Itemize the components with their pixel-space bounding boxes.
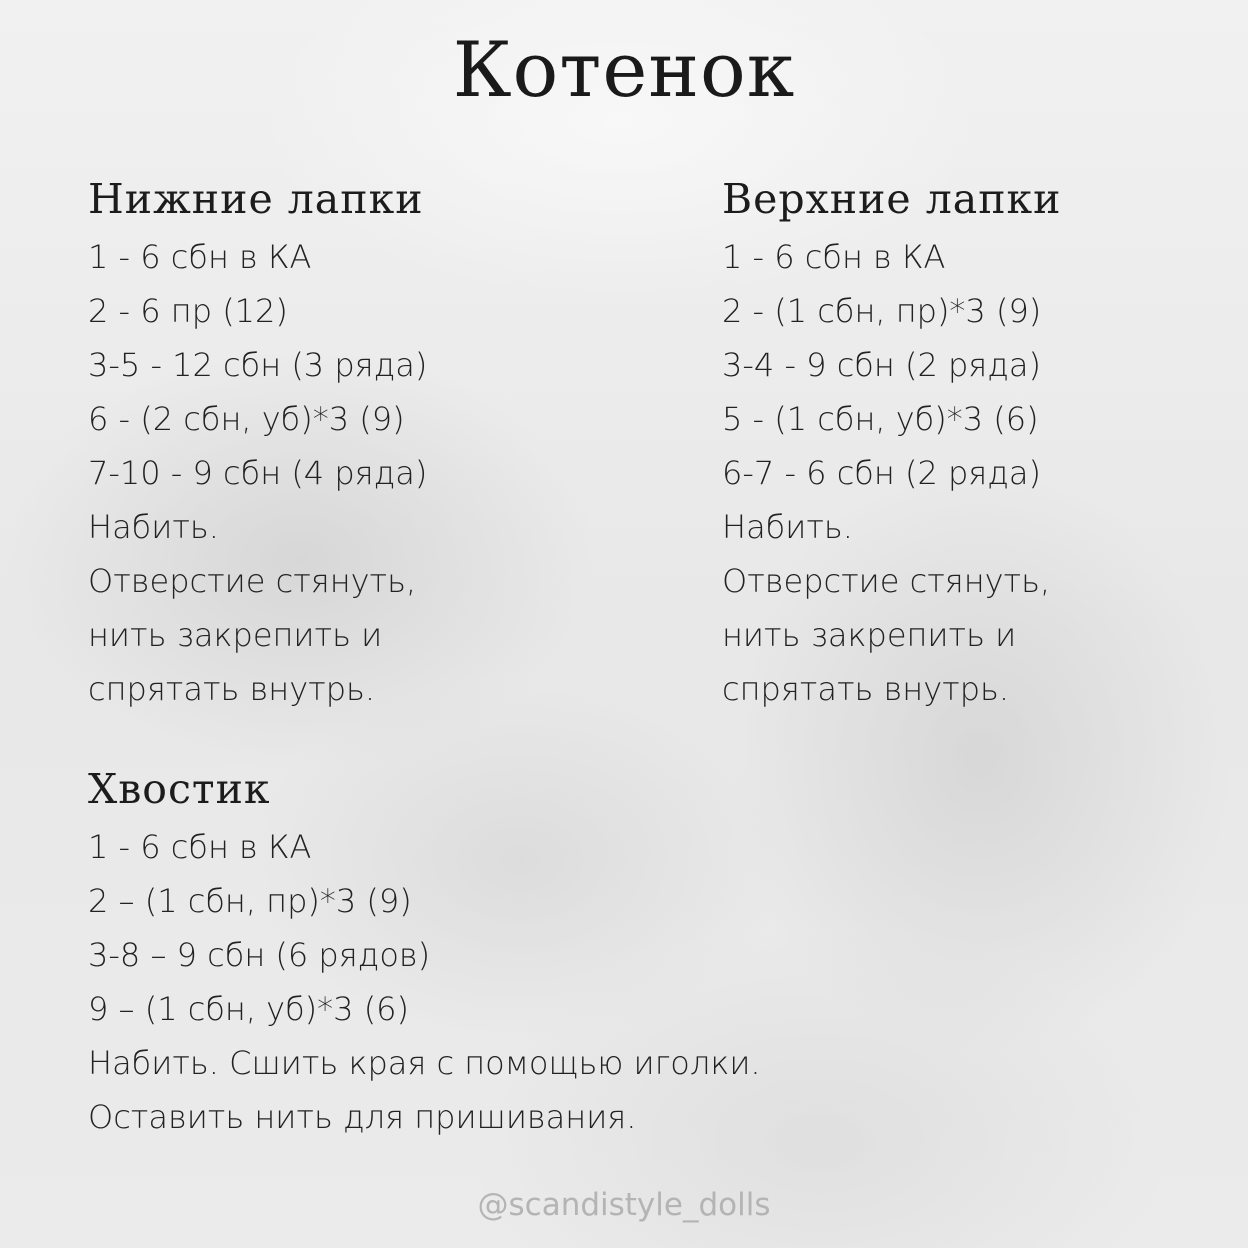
tail-line: Набить. Сшить края с помощью иголки. bbox=[88, 1044, 761, 1082]
lower-paws-heading: Нижние лапки bbox=[88, 175, 424, 223]
lower-paws-line: 2 - 6 пр (12) bbox=[88, 292, 288, 330]
upper-paws-line: Набить. bbox=[722, 508, 853, 546]
author-credit: @scandistyle_dolls bbox=[477, 1187, 771, 1223]
lower-paws-line: нить закрепить и bbox=[88, 616, 383, 654]
upper-paws-line: Отверстие стянуть, bbox=[722, 562, 1051, 600]
lower-paws-line: Отверстие стянуть, bbox=[88, 562, 417, 600]
lower-paws-line: Набить. bbox=[88, 508, 219, 546]
lower-paws-line: 6 - (2 сбн, уб)*3 (9) bbox=[88, 400, 405, 438]
upper-paws-heading: Верхние лапки bbox=[722, 175, 1062, 223]
tail-heading: Хвостик bbox=[88, 765, 271, 813]
upper-paws-line: 3-4 - 9 сбн (2 ряда) bbox=[722, 346, 1041, 384]
tail-line: 3-8 – 9 сбн (6 рядов) bbox=[88, 936, 431, 974]
tail-line: Оставить нить для пришивания. bbox=[88, 1098, 637, 1136]
lower-paws-line: 1 - 6 сбн в КА bbox=[88, 238, 312, 276]
tail-line: 9 – (1 сбн, уб)*3 (6) bbox=[88, 990, 410, 1028]
upper-paws-line: 2 - (1 сбн, пр)*3 (9) bbox=[722, 292, 1042, 330]
tail-line: 1 - 6 сбн в КА bbox=[88, 828, 312, 866]
upper-paws-line: 5 - (1 сбн, уб)*3 (6) bbox=[722, 400, 1039, 438]
upper-paws-section bbox=[722, 168, 1222, 716]
lower-paws-line: 3-5 - 12 сбн (3 ряда) bbox=[88, 346, 428, 384]
upper-paws-line: 1 - 6 сбн в КА bbox=[722, 238, 946, 276]
lower-paws-line: 7-10 - 9 сбн (4 ряда) bbox=[88, 454, 428, 492]
upper-paws-line: спрятать внутрь. bbox=[722, 670, 1010, 708]
tail-section bbox=[88, 758, 1088, 1144]
lower-paws-line: спрятать внутрь. bbox=[88, 670, 376, 708]
upper-paws-line: 6-7 - 6 сбн (2 ряда) bbox=[722, 454, 1041, 492]
page-title: Котенок bbox=[452, 25, 796, 114]
lower-paws-section bbox=[88, 168, 648, 716]
tail-line: 2 – (1 сбн, пр)*3 (9) bbox=[88, 882, 412, 920]
upper-paws-line: нить закрепить и bbox=[722, 616, 1017, 654]
